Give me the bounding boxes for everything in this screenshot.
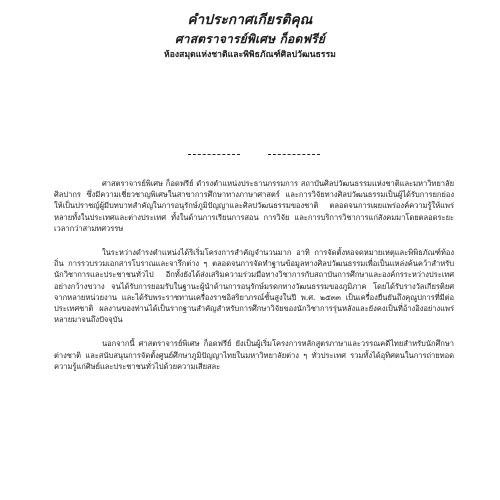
document-affiliation: ห้องสมุดแห่งชาติและพิพิธภัณฑ์ศิลปวัฒนธรรม <box>164 50 336 60</box>
section-divider <box>0 150 500 160</box>
document-body <box>54 178 454 372</box>
document-header <box>0 10 500 62</box>
body-paragraph-2: ในระหว่างดำรงตำแหน่งได้ริเริ่มโครงการสำคัญจำนวนมาก อาทิ การจัดตั้งหอจดหมายเหตุและพิพิธภัณฑ์ท้องถิ่น การรวบรวมเอกสารโบราณและจารึกต่าง ๆ ตลอดจนการจัดทำฐานข้อมูลทางศิลปวัฒนธรรมเพื่อเป็นแหล่งค้นคว้าสำหรับนักวิชาการและประชาชนทั่วไป อีกทั้งยังได้ส่งเสริมความร่วมมือทางวิชาการกับสถาบันการศึกษาและองค์กรระหว่างประเทศอย่างกว้างขวาง จนได้รับการยอมรับในฐานะผู้นำด้านการอนุรักษ์มรดกทางวัฒนธรรมของภูมิภาค โดยได้รับรางวัลเกียรติยศจากหลายหน่วยงาน และได้รับพระราชทานเครื่องราชอิสริยาภรณ์ชั้นสูงในปี พ.ศ. ๒๕๓๓ เป็นเครื่องยืนยันถึงคุณูปการที่มีต่อประเทศชาติ ผลงานของท่านได้เป็นรากฐานสำคัญสำหรับการศึกษาวิจัยของนักวิชาการรุ่นหลังและยังคงเป็นที่อ้างอิงอย่างแพร่หลายมาจนถึงปัจจุบัน <box>54 248 454 325</box>
document-author: ศาสตราจารย์พิเศษ ก็อดฟรีย์ <box>174 32 326 46</box>
document-title: คำประกาศเกียรติคุณ <box>187 12 313 28</box>
body-paragraph-3: นอกจากนี้ ศาสตราจารย์พิเศษ ก็อดฟรีย์ ยังเป็นผู้เริ่มโครงการหลักสูตรภาษาและวรรณคดีไทยสำหรับนักศึกษาต่างชาติ และสนับสนุนการจัดตั้งศูนย์ศึกษาภูมิปัญญาไทยในมหาวิทยาลัยต่าง ๆ ทั่วประเทศ รวมทั้งได้อุทิศตนในการถ่ายทอดความรู้แก่ศิษย์และประชาชนทั่วไปด้วยความเสียสละ <box>54 339 454 371</box>
divider-left <box>188 154 240 155</box>
body-paragraph-1: ศาสตราจารย์พิเศษ ก็อดฟรีย์ ดำรงตำแหน่งประธานกรรมการ สถาบันศิลปวัฒนธรรมแห่งชาติและมหาวิทยาลัยศิลปากร ซึ่งมีความเชี่ยวชาญพิเศษในสาขาการศึกษาทางภาษาศาสตร์ และการวิจัยทางศิลปวัฒนธรรมเป็นผู้ได้รับการยกย่องให้เป็นปราชญ์ผู้มีบทบาทสำคัญในการอนุรักษ์ภูมิปัญญาและศิลปวัฒนธรรมของชาติ ตลอดจนการเผยแพร่องค์ความรู้ให้แพร่หลายทั้งในประเทศและต่างประเทศ ทั้งในด้านการเรียนการสอน การวิจัย และการบริการวิชาการแก่สังคมมาโดยตลอดระยะเวลากว่าสามทศวรรษ <box>54 179 454 233</box>
divider-right <box>268 154 320 155</box>
